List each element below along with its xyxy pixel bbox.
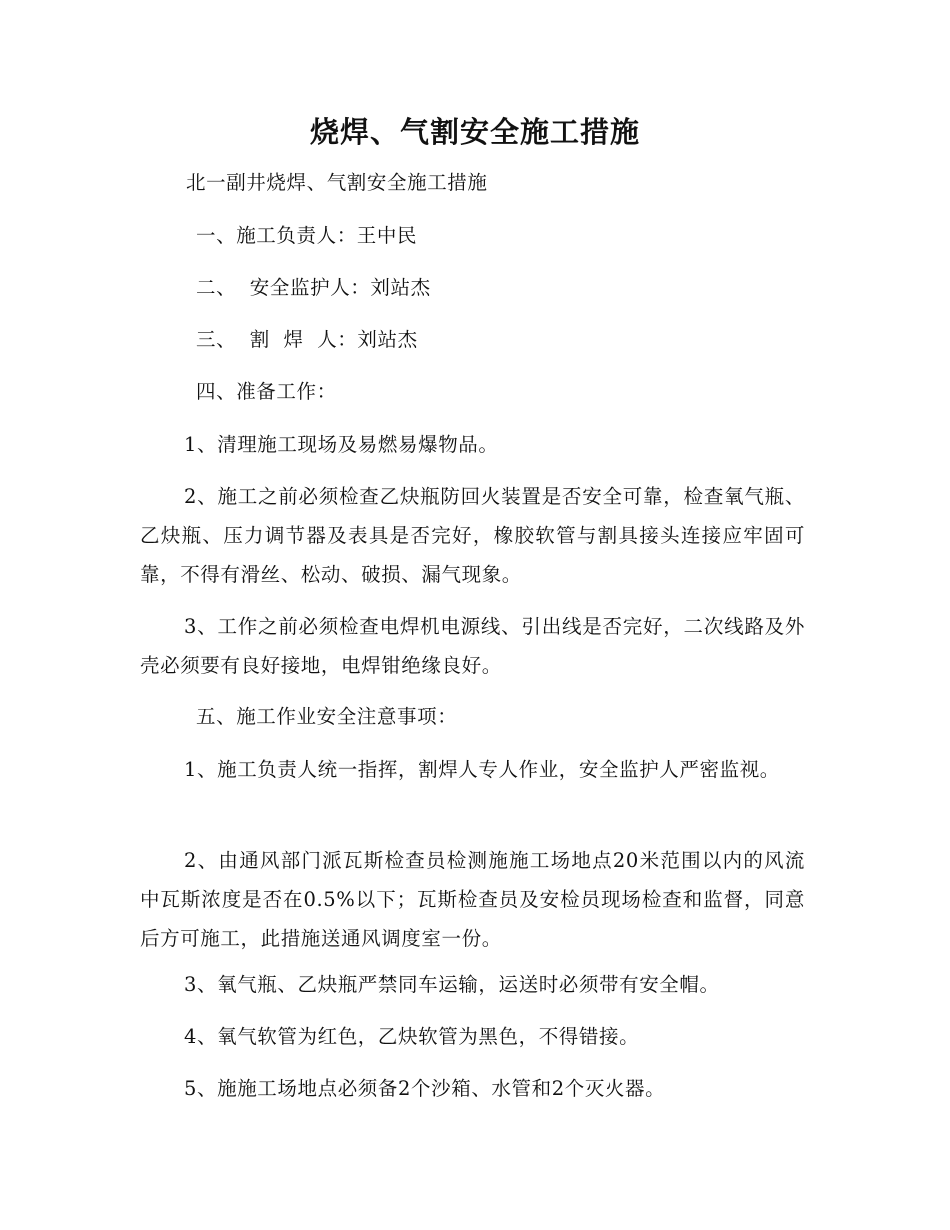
document-title: 烧焊、气割安全施工措施: [309, 115, 640, 149]
item-welder: 三、 割 焊 人：刘站杰: [196, 328, 418, 351]
section-heading-safety-notes: 五、施工作业安全注意事项：: [196, 705, 458, 728]
note-item-4: 4、氧气软管为红色，乙炔软管为黑色，不得错接。: [184, 1025, 640, 1048]
prep-item-3: 3、工作之前必须检查电焊机电源线、引出线是否完好，二次线路及外壳必须要有良好接地，电焊钳绝缘良好。: [140, 615, 805, 677]
prep-item-2: 2、施工之前必须检查乙炔瓶防回火装置是否安全可靠，检查氧气瓶、乙炔瓶、压力调节器及表具是否完好，橡胶软管与割具接头连接应牢固可靠，不得有滑丝、松动、破损、漏气现象。: [140, 485, 805, 586]
prep-item-1: 1、清理施工现场及易燃易爆物品。: [184, 433, 499, 456]
note-item-3: 3、氧气瓶、乙炔瓶严禁同车运输，运送时必须带有安全帽。: [184, 973, 720, 996]
document-subtitle: 北一副井烧焊、气割安全施工措施: [186, 171, 488, 194]
item-supervisor: 一、施工负责人：王中民: [196, 224, 418, 247]
note-item-1: 1、施工负责人统一指挥，割焊人专人作业，安全监护人严密监视。: [184, 758, 780, 781]
note-item-5: 5、施施工场地点必须备2个沙箱、水管和2个灭火器。: [184, 1077, 666, 1100]
item-safety-guardian: 二、 安全监护人：刘站杰: [196, 276, 431, 299]
note-item-2: 2、由通风部门派瓦斯检查员检测施施工场地点20米范围以内的风流中瓦斯浓度是否在0.5%以下；瓦斯检查员及安检员现场检查和监督，同意后方可施工，此措施送通风调度室一份。: [140, 849, 805, 950]
section-heading-preparation: 四、准备工作：: [196, 380, 337, 403]
